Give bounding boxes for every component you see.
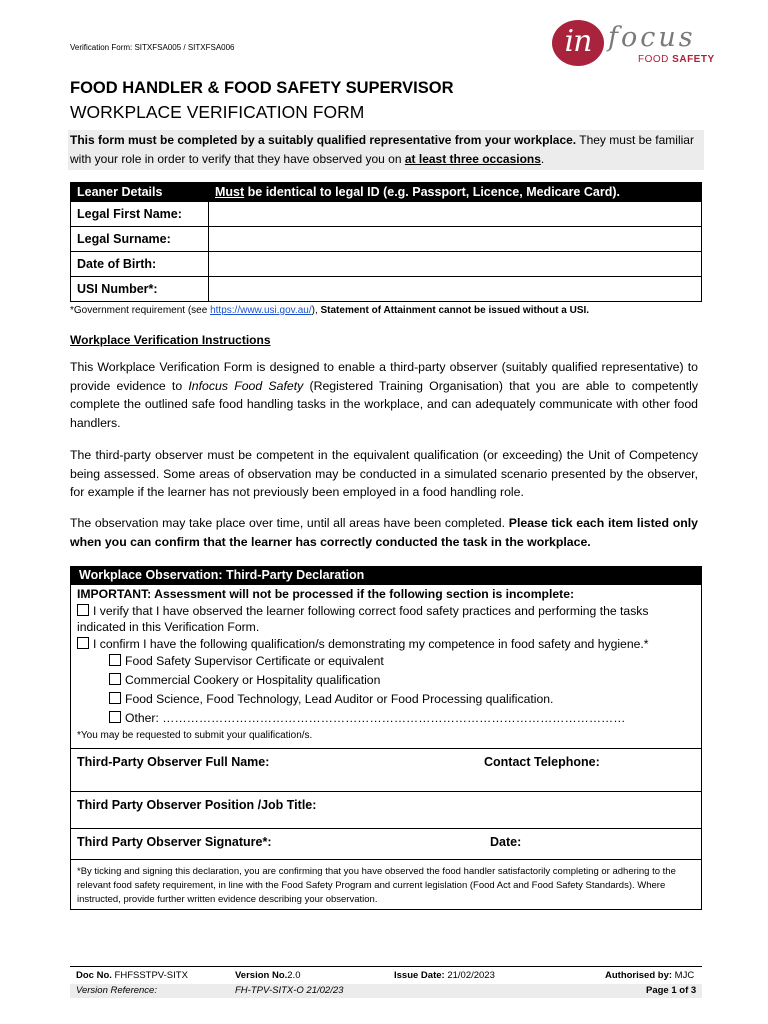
intro-text: This form must be completed by a suitably qualified representative from your workplace. They must be familiar with your role in order to verify that they have observed you on at least three occasions. [68, 130, 704, 170]
issue-date: Issue Date: 21/02/2023 [394, 970, 495, 981]
observer-name-label: Third-Party Observer Full Name: [77, 755, 270, 769]
footnote-divider [71, 859, 701, 860]
first-name-label: Legal First Name: [71, 202, 209, 227]
version-number: Version No.2.0 [235, 970, 301, 981]
learner-details-table [70, 182, 702, 302]
third-party-declaration [70, 566, 702, 910]
observer-signature-label: Third Party Observer Signature*: [77, 835, 272, 849]
option-checkbox[interactable] [109, 673, 121, 685]
verification-form-code: Verification Form: SITXFSA005 / SITXFSA006 [70, 43, 235, 52]
learner-details-id-note: Must be identical to legal ID (e.g. Passport, Licence, Medicare Card). [209, 183, 702, 202]
usi-label: USI Number*: [71, 277, 209, 302]
qualification-option: Food Safety Supervisor Certificate or equivalent [77, 652, 695, 671]
dob-field[interactable] [209, 252, 702, 277]
option-checkbox[interactable] [109, 711, 121, 723]
version-reference: FH-TPV-SITX-O 21/02/23 [235, 985, 344, 996]
page-title: FOOD HANDLER & FOOD SAFETY SUPERVISOR [70, 79, 454, 97]
page-subtitle: WORKPLACE VERIFICATION FORM [70, 102, 365, 122]
qualification-option: Food Science, Food Technology, Lead Auditor or Food Processing qualification. [77, 690, 695, 709]
version-reference-label: Version Reference: [76, 985, 157, 996]
option-checkbox[interactable] [109, 654, 121, 666]
signature-date-label: Date: [490, 835, 522, 849]
qualification-note: *You may be requested to submit your qualification/s. [77, 730, 313, 741]
declaration-body [71, 585, 701, 746]
confirm-qualification-item: I confirm I have the following qualification/s demonstrating my competence in food safety and hygiene.* [77, 636, 695, 653]
instructions-heading: Workplace Verification Instructions [70, 333, 271, 347]
instructions-paragraph-2: The third-party observer must be competent in the equivalent qualification (or exceeding) the Unit of Competency being assessed. Some areas of observation may be conducted in a simulated scenario presented by the observer, for example if the learner has not previously been employed in a food handling role. [70, 448, 698, 499]
qualification-option: Commercial Cookery or Hospitality qualification [77, 671, 695, 690]
observer-signature-row[interactable] [71, 828, 701, 859]
important-notice: IMPORTANT: Assessment will not be processed if the following section is incomplete: [77, 587, 575, 601]
declaration-header: Workplace Observation: Third-Party Declaration [71, 567, 701, 585]
contact-telephone-label: Contact Telephone: [484, 755, 600, 769]
surname-label: Legal Surname: [71, 227, 209, 252]
qualification-option-other: Other: …………………………………………………………………………………………………… [77, 709, 695, 728]
footer-row-1 [70, 966, 702, 983]
option-checkbox[interactable] [109, 692, 121, 704]
government-requirement-note: *Government requirement (see https://www.usi.gov.au/), Statement of Attainment cannot be issued without a USI. [70, 305, 590, 316]
instructions-paragraph-1: This Workplace Verification Form is designed to enable a third-party observer (suitably qualified representative) to provide evidence to Infocus Food Safety (Registered Training Organisation) that you are able to competently complete the outlined safe food handling tasks in the workplace, and can adequately communicate with other food handlers. [70, 360, 699, 430]
observer-name-row[interactable] [71, 748, 701, 791]
infocus-logo [552, 20, 722, 70]
instructions-paragraph-3: The observation may take place over time, until all areas have been completed. Please tick each item listed only when you can confirm that the learner has correctly conducted the task in the workplace. [70, 516, 698, 549]
logo-word: focus [608, 22, 696, 53]
usi-field[interactable] [209, 277, 702, 302]
declaration-footnote: *By ticking and signing this declaration, you are confirming that you have observed the food handler satisfactorily completing or adhering to the relevant food safety requirement, in line with the Food Safety Program and current legislation (Food Act and Food Safety Standards). Where instructed, provide further written evidence describing your observation. [77, 866, 676, 905]
verify-checkbox[interactable] [77, 604, 89, 616]
verify-observation-item: I verify that I have observed the learner following correct food safety practices and performing the tasks indicated in this Verification Form. [77, 603, 649, 634]
page-number: Page 1 of 3 [646, 985, 697, 996]
footer-row-2 [70, 984, 702, 998]
learner-details-header: Leaner Details [71, 183, 209, 202]
doc-number: Doc No. FHFSSTPV-SITX [76, 970, 188, 981]
dob-label: Date of Birth: [71, 252, 209, 277]
qualification-checkbox[interactable] [77, 637, 89, 649]
logo-subtitle: FOOD SAFETY [638, 54, 715, 65]
logo-circle: in [552, 20, 604, 66]
usi-link[interactable]: https://www.usi.gov.au/ [210, 305, 312, 316]
observer-position-label: Third Party Observer Position /Job Title: [77, 798, 317, 812]
authorised-by: Authorised by: MJC [605, 970, 695, 981]
observer-position-row[interactable] [71, 791, 701, 828]
first-name-field[interactable] [209, 202, 702, 227]
surname-field[interactable] [209, 227, 702, 252]
